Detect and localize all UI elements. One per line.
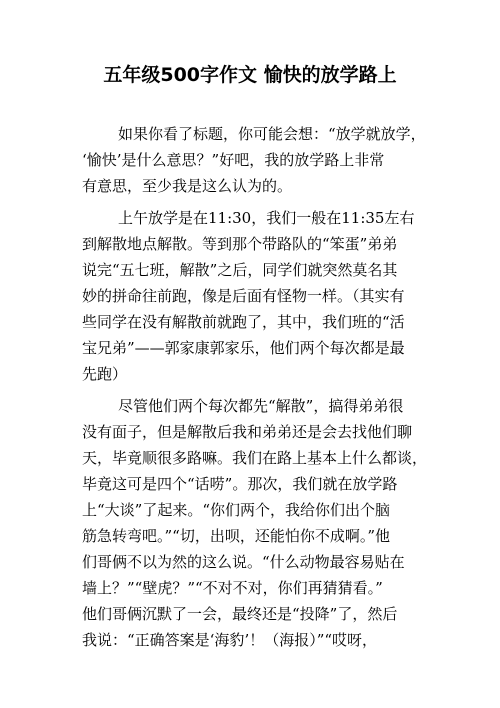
text-line: 毕竟这可是四个“话唠”。那次，我们就在放学路 (82, 475, 398, 493)
text-line: 们哥俩不以为然的这么说。“什么动物最容易贴在 (82, 553, 405, 571)
text-line: 墙上？”“壁虎？”“不对不对，你们再猜猜看。” (82, 579, 383, 597)
text-line: 没有面子，但是解散后我和弟弟还是会去找他们聊 (82, 423, 413, 441)
text-line: 些同学在没有解散前就跑了，其中，我们班的“活 (82, 313, 405, 331)
text-line: 天，毕竟顺很多路嘛。我们在路上基本上什么都谈， (82, 449, 428, 467)
text-line: 有意思，至少我是这么认为的。 (82, 177, 293, 195)
text-line: 说完“五七班，解散”之后，同学们就突然莫名其 (82, 261, 398, 279)
text-line: 宝兄弟”——郭家康郭家乐，他们两个每次都是最 (82, 339, 405, 357)
text-line: 到解散地点解散。等到那个带路队的“笨蛋”弟弟 (82, 235, 398, 253)
text-line: 上“大谈”了起来。“你们两个，我给你们出个脑 (82, 501, 391, 519)
text-line: 筋急转弯吧。”“切，出呗，还能怕你不成啊。”他 (82, 527, 391, 545)
document-title: 五年级500字作文 愉快的放学路上 (103, 64, 397, 86)
text-line: 他们哥俩沉默了一会，最终还是“投降”了，然后 (82, 605, 398, 623)
text-line: 上午放学是在11:30，我们一般在11:35左右 (118, 209, 415, 227)
text-line: 妙的拼命往前跑，像是后面有怪物一样。（其实有 (82, 287, 405, 305)
text-line: ‘愉快’是什么意思？”好吧，我的放学路上非常 (82, 151, 385, 169)
text-line: 我说：“正确答案是‘海豹’！（海报）”“哎呀， (82, 631, 378, 649)
text-line: 如果你看了标题，你可能会想：“放学就放学， (118, 125, 426, 143)
text-line: 先跑） (82, 365, 128, 383)
text-line: 尽管他们两个每次都先“解散”，搞得弟弟很 (118, 397, 404, 415)
